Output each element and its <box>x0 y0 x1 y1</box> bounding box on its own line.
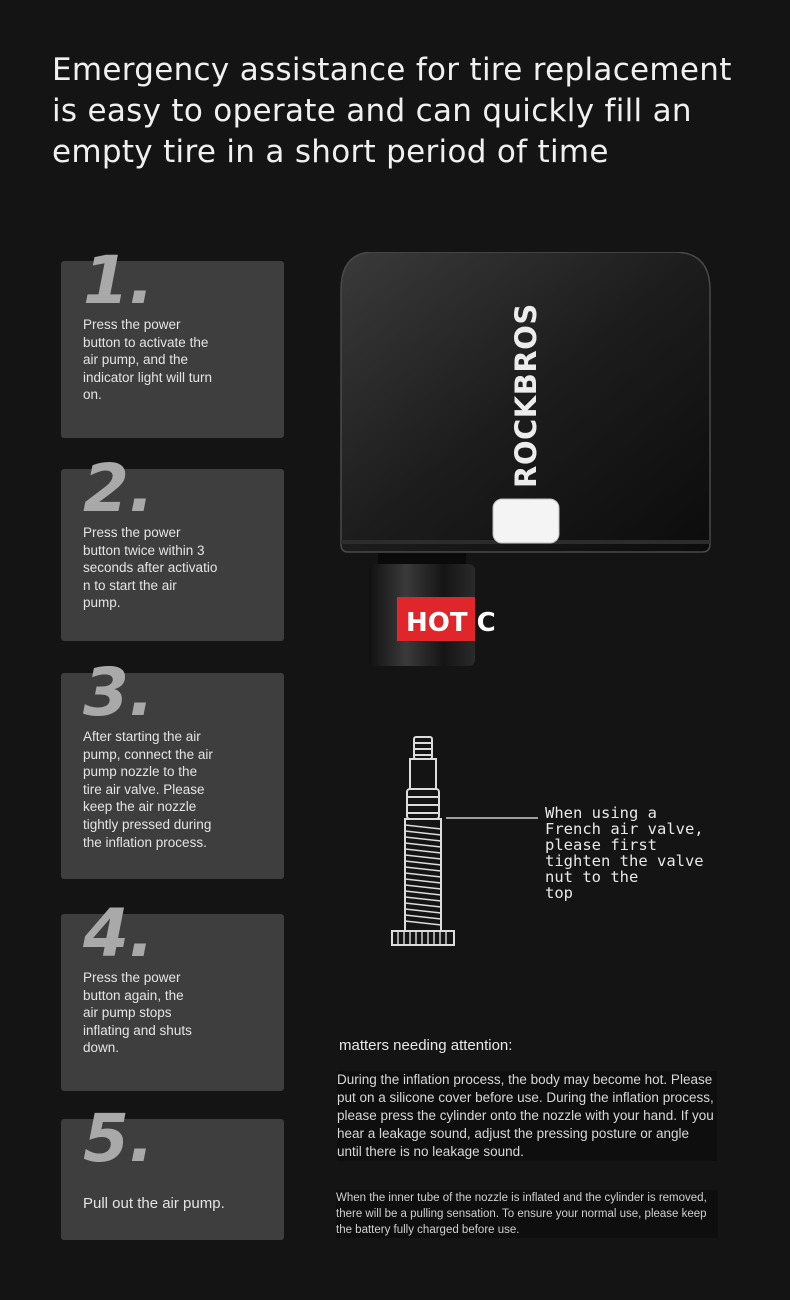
step-number: 3. <box>83 654 154 731</box>
step-text: Press the power button again, the air pump stops inflating and shuts down. <box>83 970 192 1056</box>
step-card-5 <box>61 1100 284 1240</box>
step-number: 1. <box>83 242 154 319</box>
headline-line-3: empty tire in a short period of time <box>52 134 609 170</box>
step-card-4 <box>61 895 284 1091</box>
valve-note: When using a French air valve, please first tighten the valve nut to the top <box>545 804 704 902</box>
attention-title: matters needing attention: <box>339 1037 513 1054</box>
brand-logo: ROCKBROS <box>509 303 543 488</box>
attention-paragraph-1: During the inflation process, the body may become hot. Please put on a silicone cover before use. During the inflation process, please press the cylinder onto the nozzle with your hand. If you hear a leakage sound, adjust the pressing posture or angle until there is no leakage sound. <box>337 1071 717 1161</box>
hot-label-text: HOT C <box>406 608 496 638</box>
attention-paragraph-2: When the inner tube of the nozzle is inflated and the cylinder is removed, there will be a pulling sensation. To ensure your normal use, please keep the battery fully charged before use. <box>336 1190 718 1238</box>
step-text: Press the power button to activate the air pump, and the indicator light will turn on. <box>83 317 213 403</box>
step-card-2 <box>61 450 284 641</box>
step-number: 2. <box>83 450 154 527</box>
step-text: After starting the air pump, connect the air pump nozzle to the tire air valve. Please keep the air nozzle tightly pressed during the inflation process. <box>83 729 213 850</box>
step-number: 4. <box>83 895 154 972</box>
headline-line-1: Emergency assistance for tire replacement <box>52 52 732 88</box>
power-button-icon <box>493 499 559 543</box>
headline-line-2: is easy to operate and can quickly fill an <box>52 93 692 129</box>
step-text: Press the power button twice within 3 seconds after activatio n to start the air pump. <box>83 525 218 611</box>
air-pump-image <box>338 252 713 672</box>
step-text: Pull out the air pump. <box>83 1195 225 1212</box>
headline <box>52 50 742 173</box>
step-number: 5. <box>83 1100 154 1177</box>
step-card-1 <box>61 242 284 438</box>
step-card-3 <box>61 654 284 879</box>
